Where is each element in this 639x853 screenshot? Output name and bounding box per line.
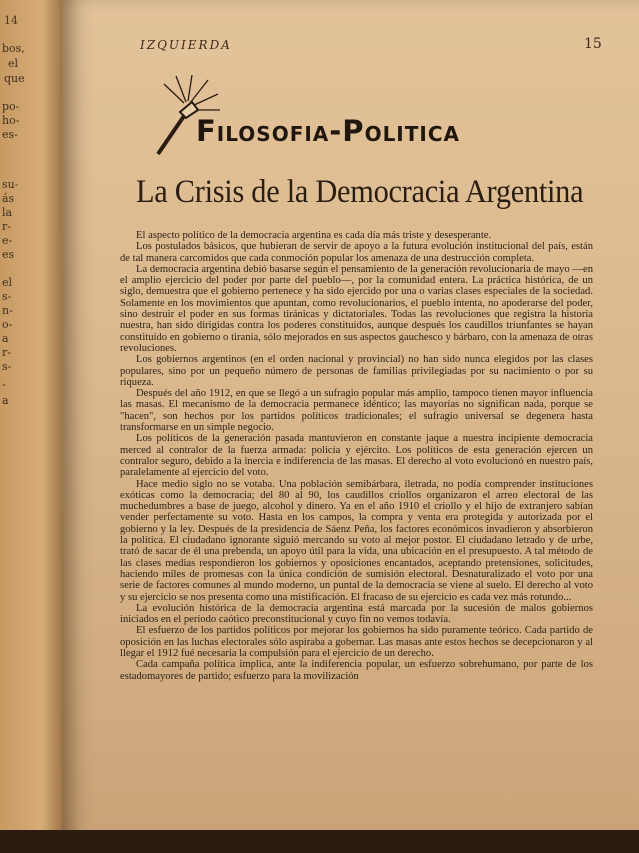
- left-page-edge: [0, 0, 70, 853]
- left-fragment: ás: [2, 192, 15, 205]
- left-fragment: ho-: [2, 114, 20, 127]
- paragraph: El aspecto político de la democracia argentina es cada día más triste y desesperante.: [136, 230, 492, 241]
- paragraph: La evolución histórica de la democracia argentina está marcada por la sucesión de malos gobiernos iniciados en el período caótico preconstitucional y cuyo fin no vemos todavía.: [120, 602, 593, 626]
- left-fragment: el: [2, 276, 13, 289]
- left-fragment: a: [2, 394, 9, 407]
- running-head: IZQUIERDA: [140, 38, 232, 52]
- left-fragment: es: [2, 248, 15, 261]
- section-title: Filosofia-Politica: [196, 114, 460, 148]
- left-fragment: n-: [2, 304, 13, 317]
- table-surface: [0, 830, 639, 853]
- left-fragment: que: [4, 72, 25, 85]
- left-fragment: el: [8, 57, 19, 70]
- paragraph: Hace medio siglo no se votaba. Una población semibárbara, iletrada, no podía comprender instituciones exóticas como la democracia; del 80 al 90, los caudillos criollos organizaron el arreo electoral de las muchedumbres a base de juego, alcohol y dinero. Ya en el año 1910 el criollo y el hijo de extranjero sabían vender perfectamente su voto. Hasta en los campos, la compra y venta era protegida y autorizada por el gobierno y la ley. Después de la presidencia de Sáenz Peña, los factores económicos invadieron y absorbieron la política. El ciudadano ignorante siguió mercando su voto al mejor postor. El ciudadano letrado y de urbe, trató de sacar de él una prebenda, un apoyo útil para la vida, una ubicación en el presupuesto. A tal método de las clases medias respondieron los gobiernos y oposiciones encantados, aceptando pretensiones, solicitudes, haciendo miles de promesas con la única condición de sumisión electoral. Desnaturalizado el voto por una serie de factores comunes al mundo moderno, un puntal de la democracia se viene al suelo. El derecho al voto y su ejercicio se nos presenta como una mistificación. El fracaso de su ejercicio es cada vez más rotundo...: [120, 478, 593, 603]
- left-fragment: s-: [2, 290, 12, 303]
- paragraph: El esfuerzo de los partidos políticos por mejorar los gobiernos ha sido puramente teórico. Cada partido de oposición en las luchas electorales sólo aspiraba a gobernar. Las masas ante estos hechos se decepcionaron y al llegar el 1912 fué necesaria la compulsión para el ejercicio de un derecho.: [120, 625, 593, 659]
- left-fragment: s-: [2, 360, 12, 373]
- paragraph: Después del año 1912, en que se llegó a un sufragio popular más amplio, tampoco tienen mayor influencia las masas. El mecanismo de la democracia permanece idéntico; las mayorías no significan nada, porque se "hacen", son hechos por los partidos políticos tradicionales; el sufragio universal se degenera hasta transformarse en un simple negocio.: [120, 388, 593, 434]
- page-number: 15: [584, 36, 602, 52]
- left-fragment: o-: [2, 318, 13, 331]
- left-fragment: po-: [2, 100, 20, 113]
- left-fragment: la: [2, 206, 13, 219]
- left-fragment: r-: [2, 346, 11, 359]
- left-fragment: bos,: [2, 42, 25, 55]
- paragraph: Los gobiernos argentinos (en el orden nacional y provincial) no han sido nunca elegidos por las clases populares, sino por un pequeño número de personas de familias privilegiadas por su nacimiento o por su riqueza.: [120, 354, 593, 388]
- left-page-number: 14: [4, 14, 18, 27]
- left-fragment: -: [2, 378, 6, 391]
- paragraph: Los políticos de la generación pasada mantuvieron en constante jaque a nuestra incipiente democracia merced al contralor de la fuerza armada: policía y ejército. Los políticos de esta generación ejercen un contralor seguro, debido a la inercia e indiferencia de las masas. El derecho al voto evolucionó en nuestro país, paralelamente al ejercicio del voto.: [120, 433, 593, 479]
- paragraph: Cada campaña política implica, ante la indiferencia popular, un esfuerzo sobrehumano, por parte de los estadomayores de partido; esfuerzo para la movilización: [120, 659, 593, 682]
- left-fragment: e-: [2, 234, 13, 247]
- left-fragment: su-: [2, 178, 19, 191]
- left-fragment: r-: [2, 220, 11, 233]
- left-fragment: a: [2, 332, 9, 345]
- article-title: La Crisis de la Democracia Argentina: [136, 174, 584, 210]
- article-body: [120, 230, 593, 682]
- paragraph: La democracia argentina debió basarse según el pensamiento de la generación revolucionaria de mayo —en el amplio ejercicio del poder por parte del pueblo—, por la comunidad entera. La práctica histórica, de un siglo, demuestra que el gobierno pertenece y ha sido ejercido por una o varias clases especiales de la sociedad. Solamente en los movimientos que apuntan, como revolucionarios, el pueblo intenta, no apoderarse del poder, sino destruir el poder en sus formas tiránicas y dictatoriales. Todas las revoluciones que registra la historia nuestra, han sido dirigidas contra los poderes constituídos, aunque después los caudillos triunfantes se hayan constituído en gobierno o tiranía, sólo mejorados en sus aspectos gauchesco y bárbaro, con la amenaza de otras revoluciones.: [120, 263, 593, 354]
- left-fragment: es-: [2, 128, 18, 141]
- paragraph: Los postulados básicos, que hubieran de servir de apoyo a la futura evolución institucional del país, están de tal manera carcomidos que cada conmoción popular los amenaza de una destrucción completa.: [120, 241, 593, 264]
